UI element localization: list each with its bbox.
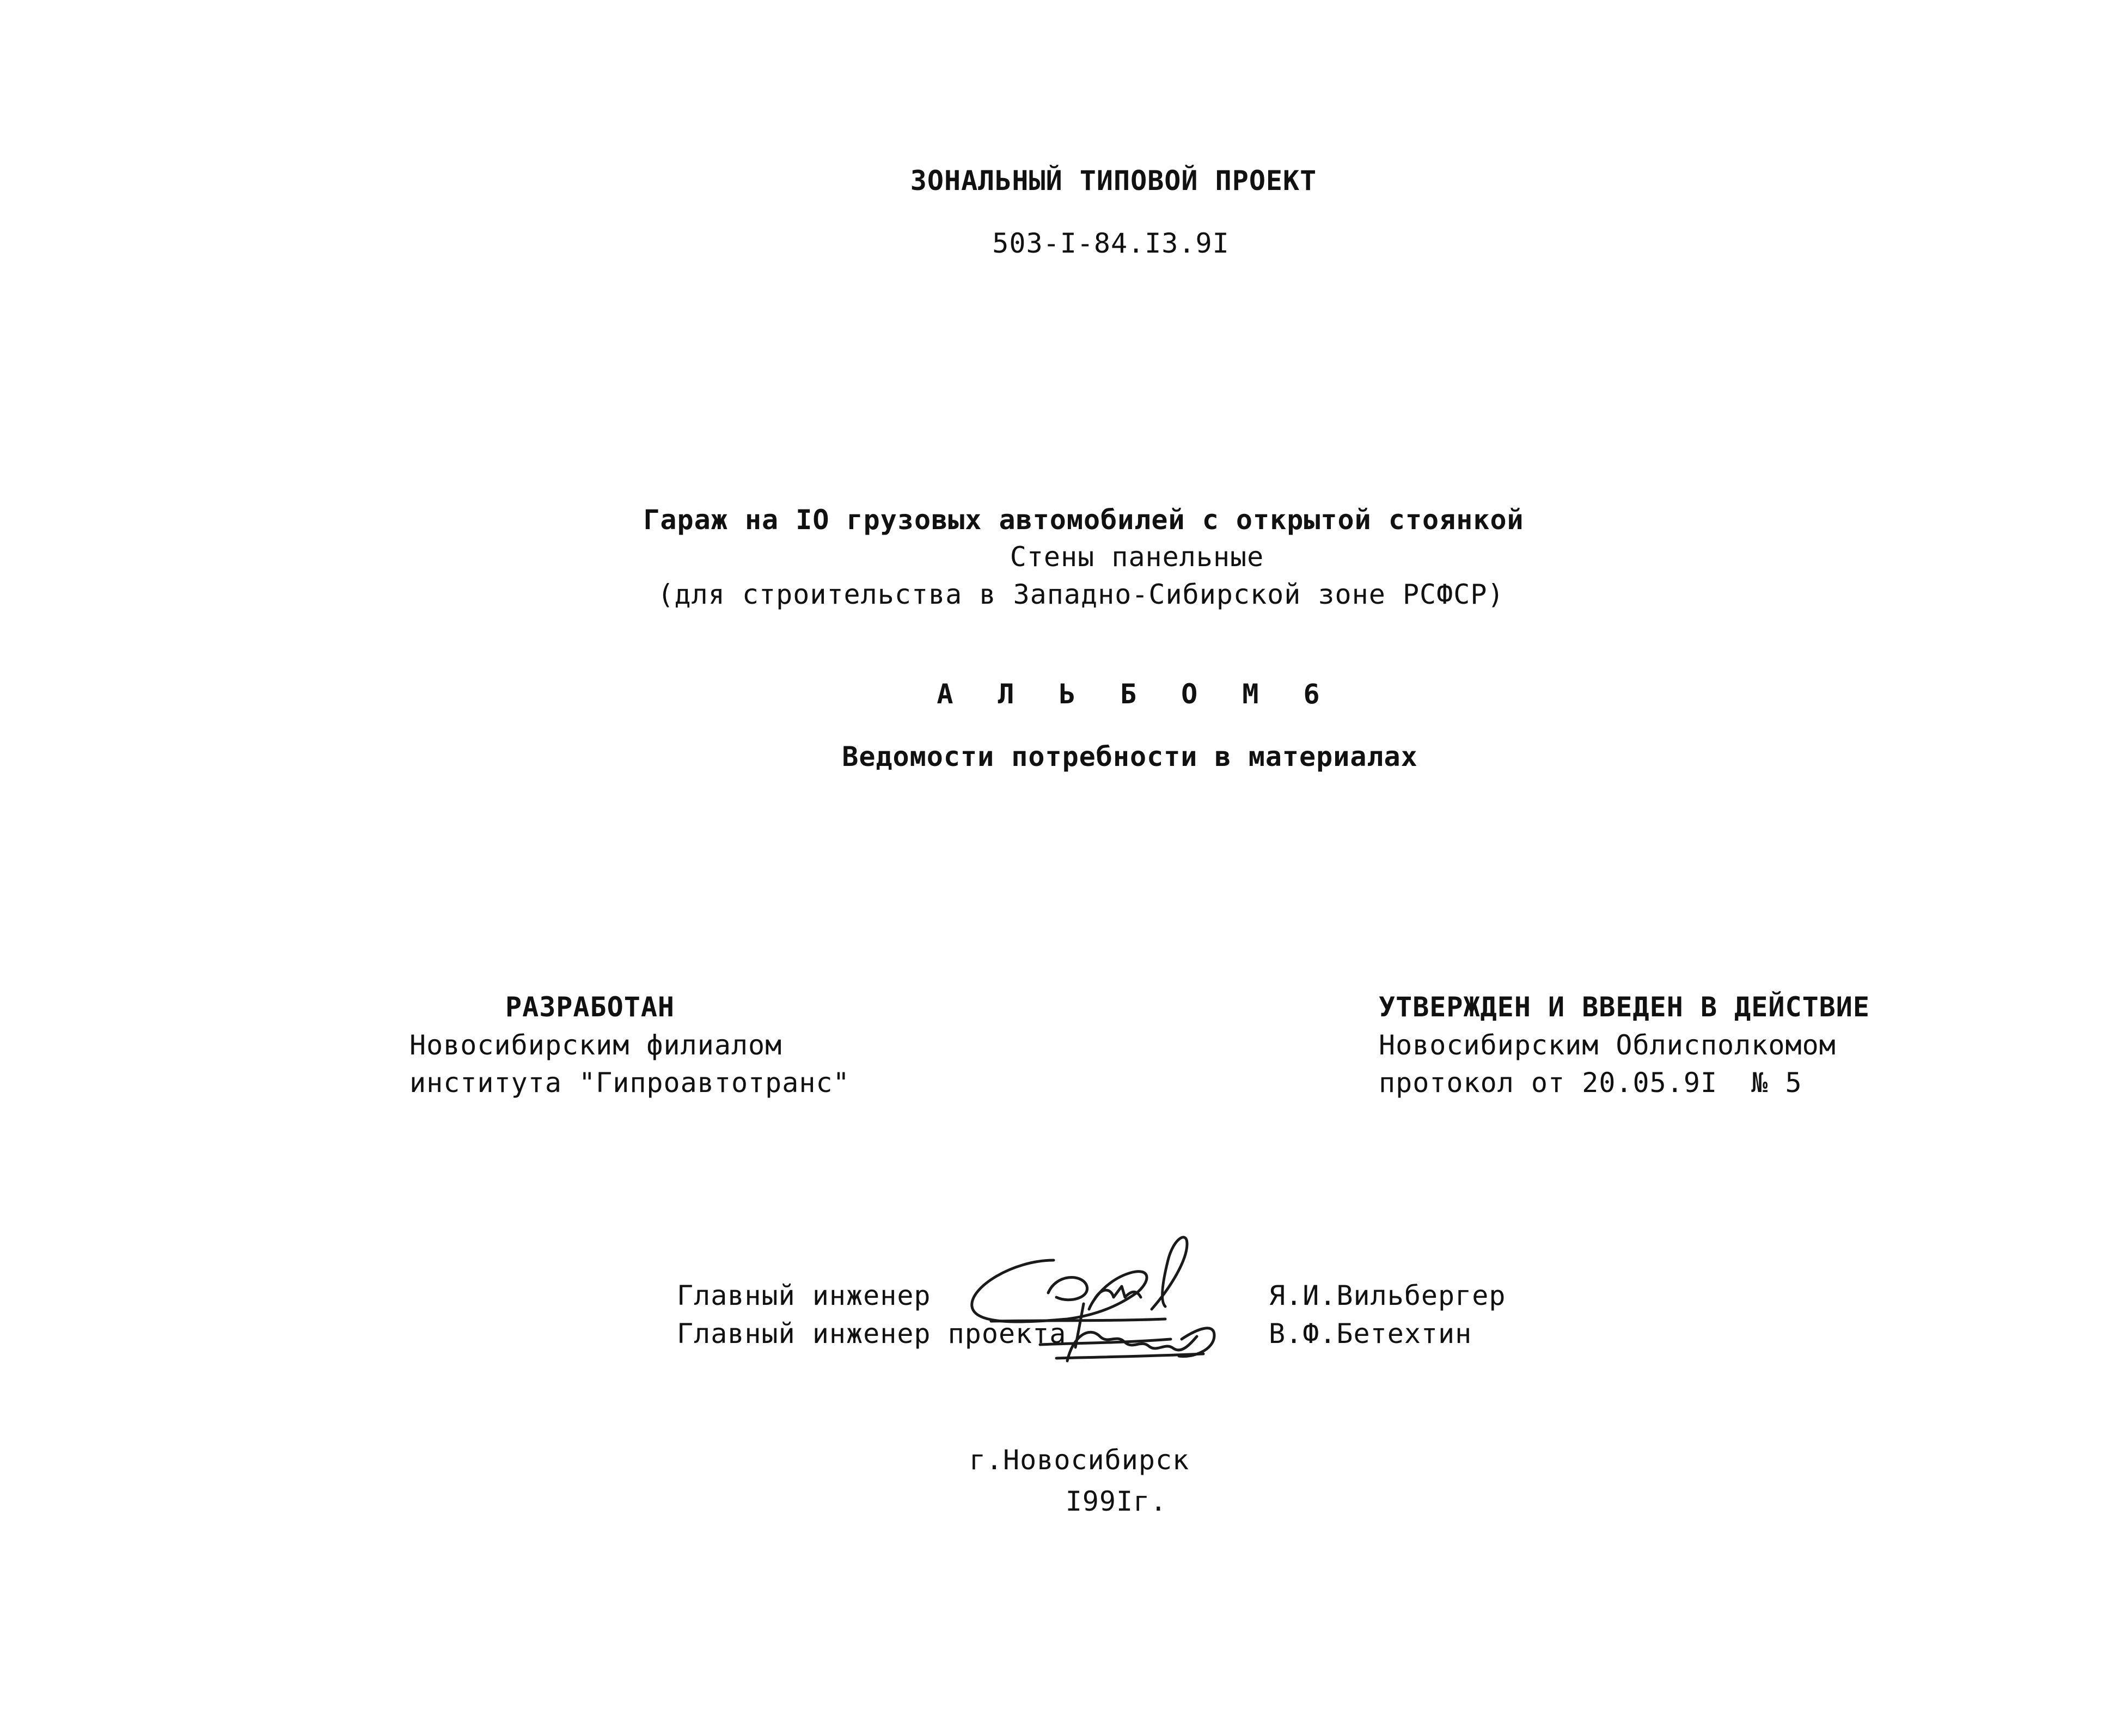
developed-line-2: института "Гипроавтотранс" bbox=[409, 1067, 850, 1099]
handwritten-signatures bbox=[958, 1228, 1242, 1372]
subject-line-2: Стены панельные bbox=[1010, 541, 1264, 573]
signature-stroke-9 bbox=[1179, 1328, 1214, 1357]
developed-line-1: Новосибирским филиалом bbox=[409, 1029, 782, 1061]
footer-year: I99Iг. bbox=[1065, 1486, 1167, 1517]
approved-line-1: Новосибирским Облисполкомом bbox=[1379, 1029, 1836, 1061]
signature-role-chief-engineer: Главный инженер bbox=[677, 1280, 931, 1311]
signature-name-chief-engineer: Я.И.Вильбергер bbox=[1269, 1280, 1506, 1311]
subject-line-3: (для строительства в Западно-Сибирской зоне РСФСР) bbox=[657, 579, 1505, 610]
album-title: А Л Ь Б О М 6 bbox=[937, 678, 1334, 710]
signature-stroke-1 bbox=[972, 1260, 1147, 1322]
album-description: Ведомости потребности в материалах bbox=[842, 741, 1418, 772]
signature-stroke-5 bbox=[991, 1319, 1165, 1321]
project-type-title: ЗОНАЛЬНЫЙ ТИПОВОЙ ПРОЕКТ bbox=[910, 165, 1317, 197]
signature-stroke-3 bbox=[1094, 1286, 1141, 1299]
approved-line-2: протокол от 20.05.9I № 5 bbox=[1379, 1067, 1802, 1099]
signature-role-chief-project-engineer: Главный инженер проекта bbox=[677, 1318, 1067, 1349]
project-code: 503-I-84.I3.9I bbox=[992, 228, 1230, 259]
signature-stroke-2 bbox=[1048, 1277, 1087, 1299]
signature-stroke-4 bbox=[1152, 1237, 1187, 1309]
developed-heading: РАЗРАБОТАН bbox=[505, 991, 675, 1023]
approved-heading: УТВЕРЖДЕН И ВВЕДЕН В ДЕЙСТВИЕ bbox=[1379, 991, 1870, 1023]
signature-name-chief-project-engineer: В.Ф.Бетехтин bbox=[1269, 1318, 1472, 1349]
footer-city: г.Новосибирск bbox=[969, 1444, 1190, 1476]
subject-line-1: Гараж на IО грузовых автомобилей с открытой стоянкой bbox=[643, 504, 1524, 536]
